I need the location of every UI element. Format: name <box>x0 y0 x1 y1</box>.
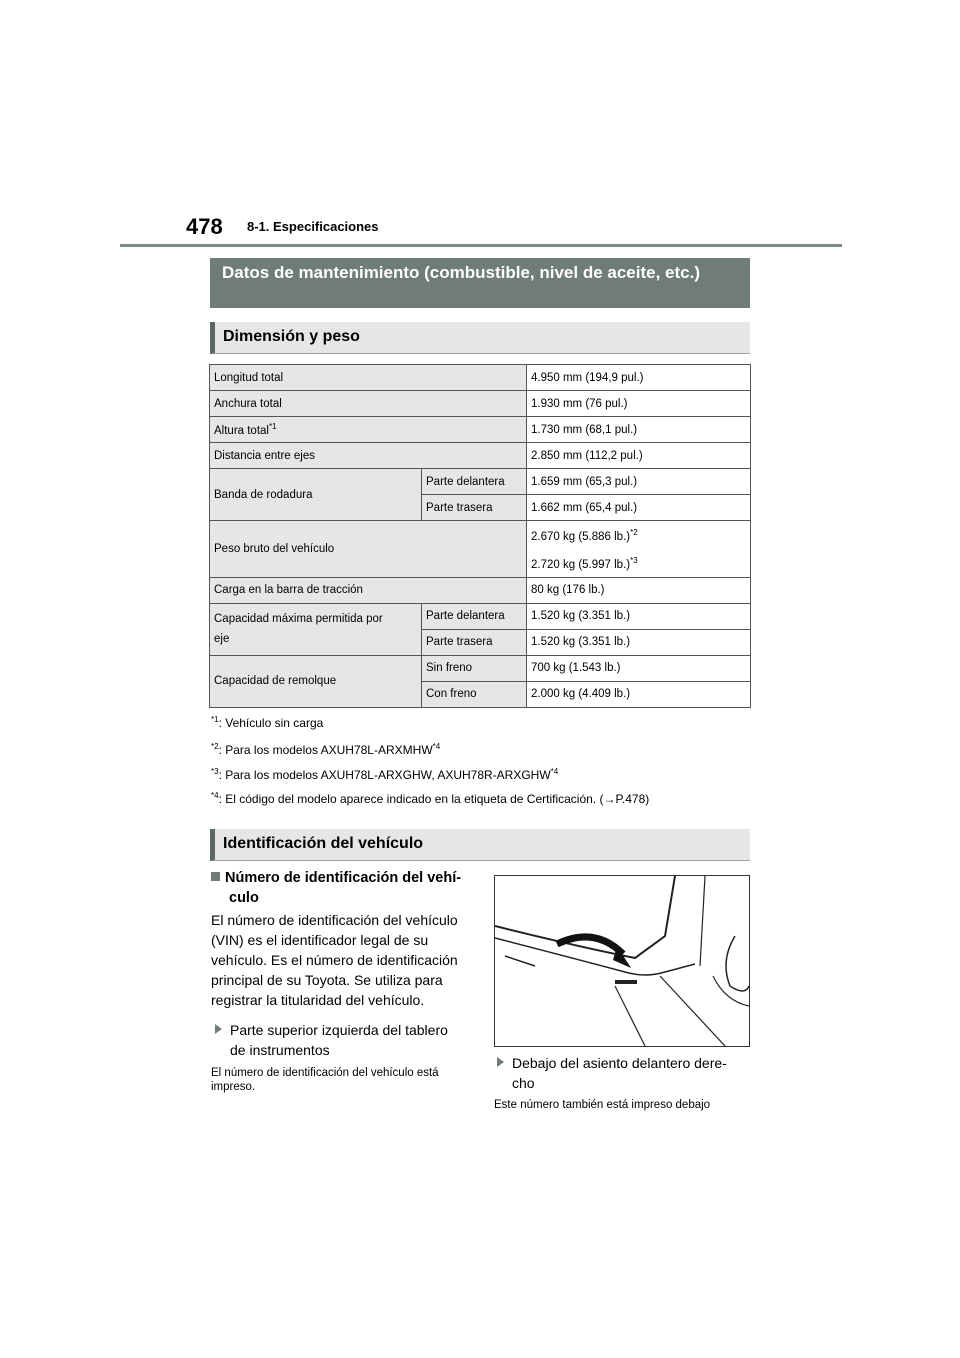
dimension-weight-table <box>209 364 751 708</box>
table-row <box>210 391 751 417</box>
footnote: $^{*1}$: Vehículo sin carga <box>211 715 324 730</box>
row-value: 1.730 mm (68,1 pul.) <box>531 423 638 436</box>
row-value: 4.950 mm (194,9 pul.) <box>531 371 644 384</box>
vehicle-id-heading: Identificación del vehículo <box>210 829 750 861</box>
row-value: 80 kg (176 lb.) <box>531 584 605 597</box>
footnote: $^{*3}$: Para los modelos AXUH78L-ARXGHW, AXUH78R-ARXGHW$^{*4}$ <box>211 767 559 782</box>
row-label: eje <box>214 633 230 646</box>
row-label: Carga en la barra de tracción <box>214 584 363 597</box>
triangle-bullet-icon <box>497 1057 504 1067</box>
row-sublabel: Parte delantera <box>426 475 505 488</box>
triangle-bullet-icon <box>215 1024 222 1034</box>
bullet-text: de instrumentos <box>230 1042 330 1058</box>
row-value: 1.662 mm (65,4 pul.) <box>531 501 638 514</box>
footnote: $^{*2}$: Para los modelos AXUH78L-ARXMHW$^{*4}$ <box>211 742 441 757</box>
row-sublabel: Parte delantera <box>426 610 505 623</box>
vin-location-2 <box>497 1053 752 1093</box>
footnote-text: Para los modelos AXUH78L-ARXGHW, AXUH78R-ARXGHW <box>225 768 551 782</box>
footnote-ref: *3 <box>630 555 638 565</box>
section-title: 8-1. Especificaciones <box>247 219 379 234</box>
page-number: 478 <box>186 214 223 239</box>
footnote-ref: *1 <box>268 422 277 432</box>
row-label: Peso bruto del vehículo <box>214 542 335 555</box>
vin-description <box>211 910 476 1094</box>
dashboard-vin-drawing <box>495 876 749 1046</box>
footnote-text: El código del modelo aparece indicado en la etiqueta de Certificación. (→P.478) <box>225 792 650 806</box>
bullet-text: Debajo del asiento delantero dere- <box>512 1055 727 1071</box>
row-label: Banda de rodadura <box>214 488 313 501</box>
dimension-heading: Dimensión y peso <box>210 322 750 354</box>
row-label: Capacidad máxima permitida por <box>214 613 383 626</box>
row-label: Capacidad de remolque <box>214 675 337 688</box>
vin-location-illustration <box>494 875 750 1047</box>
row-value: 700 kg (1.543 lb.) <box>531 662 621 675</box>
row-label: Longitud total <box>214 371 284 384</box>
table-row <box>210 443 751 469</box>
footnote-text: Vehículo sin carga <box>225 716 324 730</box>
row-sublabel: Con freno <box>426 688 477 701</box>
row-sublabel: Parte trasera <box>426 636 493 649</box>
footnote-ref: *4 <box>550 767 559 776</box>
vin-note-1: El número de identificación del vehículo está impreso. <box>211 1067 439 1093</box>
table-row <box>210 521 751 578</box>
table-row <box>210 655 751 681</box>
row-label: Altura total <box>214 424 269 437</box>
row-value: 2.720 kg (5.997 lb.) <box>531 558 631 571</box>
row-value: 1.520 kg (3.351 lb.) <box>531 636 631 649</box>
table-row <box>210 603 751 629</box>
footnote-mark: *4 <box>211 791 219 800</box>
table-row <box>210 417 751 443</box>
footnote-text: Para los modelos AXUH78L-ARXMHW <box>225 743 433 757</box>
footnote-ref: *4 <box>432 742 441 751</box>
vin-heading-line1: Número de identificación del vehí- <box>225 870 462 886</box>
row-value: 1.659 mm (65,3 pul.) <box>531 475 638 488</box>
footnote-mark: *1 <box>211 715 219 724</box>
footnote: $^{*4}$: El código del modelo aparece indicado en la etiqueta de Certificación. (→P.478) <box>211 791 650 806</box>
row-label: Anchura total <box>214 397 282 410</box>
footnote-mark: *3 <box>211 767 219 776</box>
vin-heading <box>211 868 471 908</box>
vin-heading-line2: culo <box>229 890 259 906</box>
footnote-mark: *2 <box>211 742 219 751</box>
header-divider <box>120 244 842 247</box>
vin-location-1 <box>211 1020 476 1060</box>
row-value: 1.520 kg (3.351 lb.) <box>531 610 631 623</box>
square-bullet-icon <box>211 872 220 881</box>
row-sublabel: Sin freno <box>426 662 473 675</box>
row-sublabel: Parte trasera <box>426 501 493 514</box>
bullet-text: Parte superior izquierda del tablero <box>230 1022 448 1038</box>
bullet-text: cho <box>512 1075 535 1091</box>
footnote-ref: *2 <box>630 528 638 537</box>
row-value: 1.930 mm (76 pul.) <box>531 397 628 410</box>
row-label: Distancia entre ejes <box>214 449 315 462</box>
table-row <box>210 365 751 391</box>
vin-body: El número de identificación del vehículo (VIN) es el identificador legal de su vehículo. Es el número de identificación principal de su Toyota. Se utiliza para registrar la titularidad del vehículo. <box>211 912 458 1008</box>
table-row <box>210 469 751 495</box>
vin-note-2: Este número también está impreso debajo <box>494 1099 711 1111</box>
table-row <box>210 577 751 603</box>
chapter-banner: Datos de mantenimiento (combustible, nivel de aceite, etc.) <box>210 258 750 308</box>
row-value: 2.850 mm (112,2 pul.) <box>531 449 643 462</box>
row-value: 2.000 kg (4.409 lb.) <box>531 688 631 701</box>
row-value: 2.670 kg (5.886 lb.) <box>531 530 631 543</box>
